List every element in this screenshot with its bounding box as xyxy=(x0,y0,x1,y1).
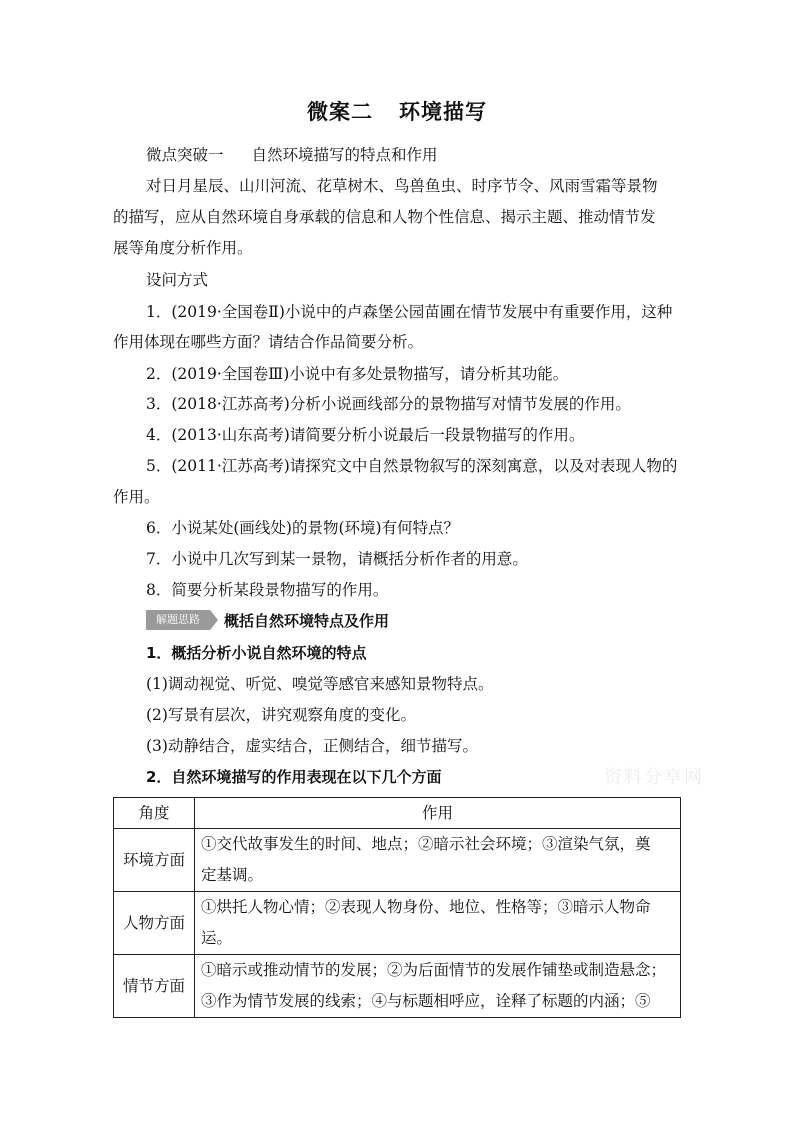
row-aspect: 环境方面 xyxy=(114,829,195,892)
row-function xyxy=(195,955,681,1018)
subtitle-text: 自然环境描写的特点和作用 xyxy=(251,146,438,164)
table-row xyxy=(114,892,681,955)
row-function-line: ①烘托人物心情；②表现人物身份、地位、性格等；③暗示人物命 xyxy=(201,898,651,916)
question-line: 8．简要分析某段景物描写的作用。 xyxy=(146,581,389,599)
subtitle xyxy=(146,145,683,165)
point1-item: (1)调动视觉、听觉、嗅觉等感官来感知景物特点。 xyxy=(146,675,494,693)
intro-line: 对日月星辰、山川河流、花草树木、鸟兽鱼虫、时序节令、风雨雪霜等景物 xyxy=(146,177,658,195)
row-function-line: 运。 xyxy=(201,929,233,947)
row-function-line: 定基调。 xyxy=(201,866,264,884)
section-heading: 设问方式 xyxy=(146,271,209,289)
point2-heading: 2．自然环境描写的作用表现在以下几个方面 xyxy=(146,768,442,786)
row-function-line: ③作为情节发展的线索；④与标题相呼应，诠释了标题的内涵；⑤ xyxy=(201,992,651,1010)
row-aspect: 情节方面 xyxy=(114,955,195,1018)
intro-line: 的描写，应从自然环境自身承载的信息和人物个性信息、揭示主题、推动情节发 xyxy=(113,208,656,226)
table-row xyxy=(114,829,681,892)
page-title xyxy=(0,96,794,126)
question-line: 2．(2019·全国卷Ⅲ)小说中有多处景物描写，请分析其功能。 xyxy=(146,365,569,383)
subtitle-label: 微点突破一 xyxy=(146,146,224,164)
question-line: 1．(2019·全国卷Ⅱ)小说中的卢森堡公园苗圃在情节发展中有重要作用，这种 xyxy=(146,303,673,321)
point1-item: (2)写景有层次，讲究观察角度的变化。 xyxy=(146,706,416,724)
row-function xyxy=(195,829,681,892)
question-line: 作用。 xyxy=(113,488,160,506)
point1-item: (3)动静结合，虚实结合，正侧结合，细节描写。 xyxy=(146,737,478,755)
row-function xyxy=(195,892,681,955)
header-function: 作用 xyxy=(195,798,681,829)
question-line: 6．小说某处(画线处)的景物(环境)有何特点？ xyxy=(146,519,460,537)
intro-line: 展等角度分析作用。 xyxy=(113,239,253,257)
question-line: 4．(2013·山东高考)请简要分析小说最后一段景物描写的作用。 xyxy=(146,426,585,444)
question-line: 7．小说中几次写到某一景物，请概括分析作者的用意。 xyxy=(146,550,528,568)
function-table xyxy=(113,797,681,1018)
method-tag xyxy=(146,610,389,630)
row-function-line: ①暗示或推动情节的发展；②为后面情节的发展作铺垫或制造悬念； xyxy=(201,961,667,979)
table-header-row xyxy=(114,798,681,829)
point1-heading: 1．概括分析小说自然环境的特点 xyxy=(146,644,367,662)
question-line: 3．(2018·江苏高考)分析小说画线部分的景物描写对情节发展的作用。 xyxy=(146,395,631,413)
title-part2: 环境描写 xyxy=(399,100,487,124)
table-row xyxy=(114,955,681,1018)
header-aspect: 角度 xyxy=(114,798,195,829)
row-function-line: ①交代故事发生的时间、地点；②暗示社会环境；③渲染气氛，奠 xyxy=(201,835,651,853)
tag-label: 解题思路 xyxy=(146,610,210,630)
question-line: 作用体现在哪些方面？请结合作品简要分析。 xyxy=(113,333,424,351)
question-line: 5．(2011·江苏高考)请探究文中自然景物叙写的深刻寓意，以及对表现人物的 xyxy=(146,457,678,475)
tag-text: 概括自然环境特点及作用 xyxy=(224,611,390,630)
watermark: 资料分享网 xyxy=(604,767,704,788)
title-part1: 微案二 xyxy=(307,100,373,124)
row-aspect: 人物方面 xyxy=(114,892,195,955)
